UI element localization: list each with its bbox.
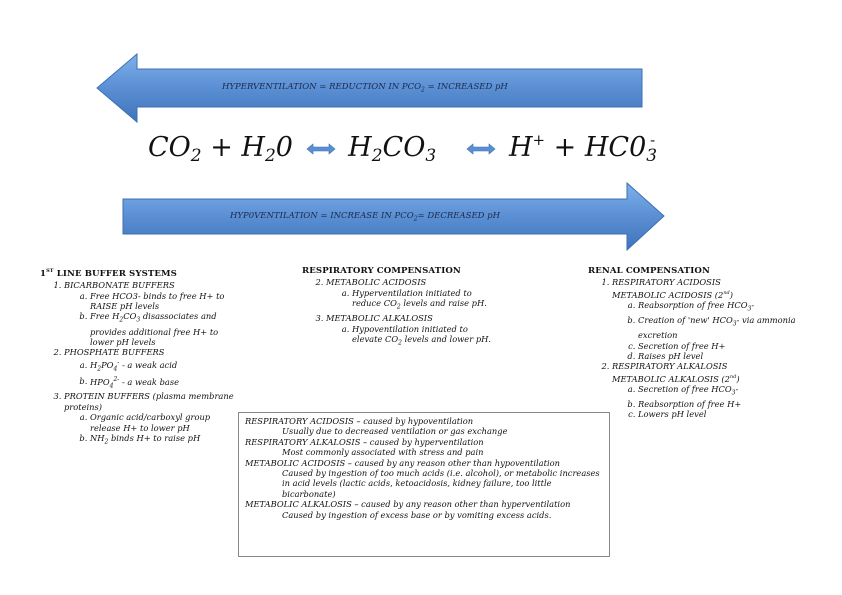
- list-item: b. Reabsorption of free H+: [638, 399, 798, 409]
- buffer-equation: [148, 131, 658, 166]
- list-item: a. Hypoventilation initiated to elevate $CO_2$ levels and lower pH.: [352, 324, 492, 349]
- eq-h2co3-a: H: [348, 132, 372, 163]
- eq-hco3-sub: 3: [646, 146, 658, 166]
- list-item: a. Free HCO3- binds to free H+ to RAISE pH levels: [90, 291, 240, 312]
- list-item: a. Reabsorption of free $HCO_3-$: [638, 300, 798, 315]
- list-item: 2. PHOSPHATE BUFFERS a. $H_2PO_4^-$ - a weak acid b. $HPO_4^{2-}$ - a weak base: [64, 347, 240, 391]
- box-line: METABOLIC ALKALOSIS – caused by any reason other than hyperventilation: [245, 499, 571, 510]
- eq-h2co3-sub1: 2: [371, 146, 383, 166]
- box-line: Caused by ingestion of excess base or by vomiting excess acids.: [282, 509, 552, 520]
- eq-h2o-sub: 2: [264, 146, 276, 166]
- list-item: 1. RESPIRATORY ACIDOSIS METABOLIC ACIDOSIS (2nd) a. Reabsorption of free $HCO_3-$ b. Creation of 'new' $HCO_3-$ via ammonia excretion c. Secretion of free H+ d. Raises pH level: [612, 277, 798, 361]
- box-line: RESPIRATORY ALKALOSIS – caused by hyperventilation: [245, 436, 484, 447]
- eq-h-sup: +: [532, 131, 546, 149]
- respiratory-heading: RESPIRATORY COMPENSATION: [302, 266, 461, 276]
- list-item: a. Organic acid/carboxyl group release H+ to lower pH: [90, 412, 240, 433]
- respiratory-list: [302, 277, 492, 349]
- list-item: 2. RESPIRATORY ALKALOSIS METABOLIC ALKALOSIS (2nd) a. Secretion of free $HCO_3-$ b. Reabsorption of free H+ c. Lowers pH level: [612, 361, 798, 419]
- double-arrow-icon: [466, 143, 496, 155]
- list-item: 1. BICARBONATE BUFFERS a. Free HCO3- binds to free H+ to RAISE pH levels b. Free $H_2CO_3$ disassociates and provides additional free H+ to lower pH levels: [64, 280, 240, 347]
- double-arrow-icon: [306, 143, 336, 155]
- buffers-list: [40, 280, 240, 448]
- box-line: METABOLIC ACIDOSIS – caused by any reason other than hypoventilation: [245, 457, 560, 468]
- list-item: b. Creation of 'new' $HCO_3-$ via ammonia excretion: [638, 315, 798, 340]
- renal-list: [588, 277, 798, 419]
- box-line: Usually due to decreased ventilation or gas exchange: [282, 426, 508, 437]
- list-item: a. Secretion of free $HCO_3-$: [638, 384, 798, 399]
- list-item: b. Free $H_2CO_3$ disassociates and provides additional free H+ to lower pH levels: [90, 311, 240, 347]
- eq-h2co3-b: CO: [382, 132, 426, 163]
- list-item: a. $H_2PO_4^-$ - a weak acid: [90, 358, 240, 375]
- eq-h2o-tail: 0: [275, 132, 293, 163]
- renal-compensation: [588, 266, 798, 420]
- list-item: d. Raises pH level: [638, 351, 798, 361]
- box-line: RESPIRATORY ACIDOSIS – caused by hypoventilation: [245, 416, 474, 426]
- list-item: b. $HPO_4^{2-}$ - a weak base: [90, 375, 240, 392]
- respiratory-compensation: [302, 266, 492, 349]
- box-line: Caused by ingestion of too much acids (i.e. alcohol), or metabolic increases in acid levels (lactic acids, ketoacidosis, kidney failure, too little bicarbonate): [282, 468, 600, 499]
- hypo-text: HYP0VENTILATION = INCREASE IN PCO: [230, 211, 414, 221]
- list-item: 2. METABOLIC ACIDOSIS a. Hyperventilation initiated to reduce $CO_2$ levels and raise pH.: [326, 277, 492, 313]
- hypo-sub: 2: [413, 215, 418, 223]
- hyper-text: HYPERVENTILATION = REDUCTION IN PCO: [222, 82, 422, 92]
- eq-h2co3-sub2: 3: [425, 146, 437, 166]
- eq-plus-h: + H: [201, 132, 265, 163]
- list-item: c. Lowers pH level: [638, 409, 798, 419]
- list-item: 3. PROTEIN BUFFERS (plasma membrane proteins) a. Organic acid/carboxyl group release H+ to lower pH b. $NH_2$ binds H+ to raise pH: [64, 391, 240, 448]
- eq-plus-hco: + HC0: [545, 132, 647, 163]
- eq-h: H: [508, 132, 533, 163]
- eq-co: CO: [148, 132, 191, 163]
- list-item: 3. METABOLIC ALKALOSIS a. Hypoventilation initiated to elevate $CO_2$ levels and lower pH.: [326, 313, 492, 349]
- eq-hco3-sup: -: [650, 131, 656, 149]
- renal-heading: RENAL COMPENSATION: [588, 266, 710, 276]
- hyper-tail: = INCREASED pH: [424, 82, 508, 92]
- buffers-heading: 1ST LINE BUFFER SYSTEMS: [40, 268, 177, 279]
- acid-base-disorders-box: [238, 412, 610, 557]
- hypo-tail: = DECREASED pH: [417, 211, 501, 221]
- list-item: b. $NH_2$ binds H+ to raise pH: [90, 433, 240, 448]
- eq-co2-sub: 2: [190, 146, 202, 166]
- list-item: c. Secretion of free H+: [638, 341, 798, 351]
- hyperventilation-label: [222, 82, 508, 94]
- hyper-sub: 2: [421, 86, 425, 94]
- hypoventilation-label: [230, 211, 500, 223]
- list-item: a. Hyperventilation initiated to reduce $CO_2$ levels and raise pH.: [352, 288, 492, 313]
- box-line: Most commonly associated with stress and pain: [282, 447, 484, 458]
- first-line-buffers: [40, 266, 240, 448]
